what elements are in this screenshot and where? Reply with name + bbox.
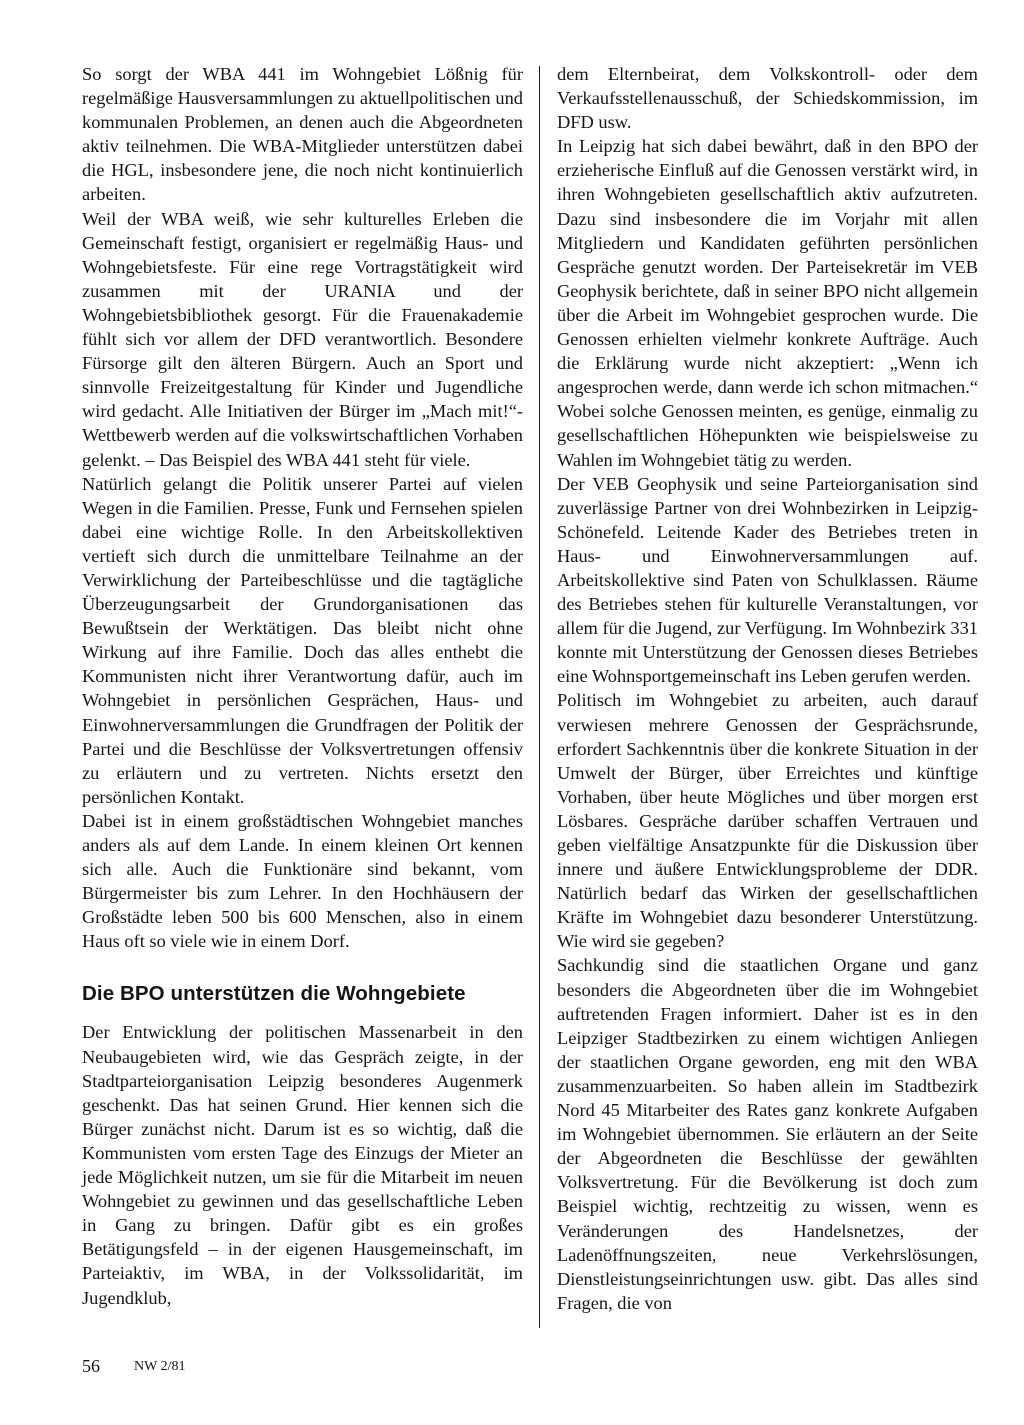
page-footer: [82, 1356, 185, 1377]
column-divider: [539, 66, 540, 1328]
section-heading: Die BPO unterstützen die Wohngebiete: [82, 982, 466, 1006]
page-number: 56: [82, 1356, 100, 1376]
paragraph: Natürlich gelangt die Politik unserer Partei auf vielen Wegen in die Familien. Presse, Funk und Fernsehen spielen dabei eine wichtige Rolle. In den Arbeitskollektiven vertieft sich durch die unmittelbare Teilnahme an der Verwirklichung der Parteibeschlüsse und die tagtägliche Überzeugungsarbeit der Grundorganisationen das Bewußtsein der Werktätigen. Das bleibt nicht ohne Wirkung auf ihre Familie. Doch das alles enthebt die Kommunisten nicht ihrer Verantwortung dafür, auch im Wohngebiet in persönlichen Gesprächen, Haus- und Einwohnerversammlungen die Grundfragen der Politik der Partei und die Beschlüsse der Volksvertretungen offensiv zu erläutern und zu vertreten. Nichts ersetzt den persönlichen Kontakt.: [82, 473, 523, 807]
paragraph: Dabei ist in einem großstädtischen Wohngebiet manches anders als auf dem Lande. In einem kleinen Ort kennen sich alle. Auch die Funktionäre sind bekannt, vom Bürgermeister bis zum Lehrer. In den Hochhäusern der Großstädte leben 500 bis 600 Menschen, also in einem Haus oft so viele wie in einem Dorf.: [82, 810, 523, 952]
paragraph: In Leipzig hat sich dabei bewährt, daß in den BPO der erzieherische Einfluß auf die Genossen verstärkt wird, in ihren Wohngebieten gesellschaftlich aktiv aufzutreten. Dazu sind insbesondere die im Vorjahr mit allen Mitgliedern und Kandidaten geführten persönlichen Gespräche genutzt worden. Der Parteisekretär im VEB Geophysik berichtete, daß in seiner BPO nicht allgemein über die Arbeit im Wohngebiet gesprochen wurde. Die Genossen erhielten vielmehr konkrete Aufträge. Auch die Erklärung wurde nicht akzeptiert: „Wenn ich angesprochen werde, dann werde ich schon mitmachen.“ Wobei solche Genossen meinten, es genüge, einmalig zu gesellschaftlichen Höhepunkten wie beispielsweise zu Wahlen im Wohngebiet tätig zu werden.: [557, 136, 978, 470]
paragraph: dem Elternbeirat, dem Volkskontroll- oder dem Verkaufsstellenausschuß, der Schiedskommission, im DFD usw.: [557, 64, 978, 133]
left-column: [82, 62, 523, 1310]
paragraph: Der Entwicklung der politischen Massenarbeit in den Neubaugebieten wird, wie das Gespräch zeigte, in der Stadtparteiorganisation Leipzig besonderes Augenmerk geschenkt. Das hat seinen Grund. Hier kennen sich die Bürger zunächst nicht. Darum ist es so wichtig, daß die Kommunisten vom ersten Tage des Einzugs der Mieter an jede Möglichkeit nutzen, um sie für die Mitarbeit im neuen Wohngebiet zu gewinnen und das gesellschaftliche Leben in Gang zu bringen. Dafür gibt es ein großes Betätigungsfeld – in der eigenen Hausgemeinschaft, im Parteiaktiv, im WBA, in der Volkssolidarität, im Jugendklub,: [82, 1022, 523, 1308]
right-column: [557, 62, 978, 1315]
paragraph: So sorgt der WBA 441 im Wohngebiet Lößnig für regelmäßige Hausversammlungen zu aktuellpolitischen und kommunalen Problemen, an denen auch die Abgeordneten aktiv teilnehmen. Die WBA-Mitglieder unterstützen dabei die HGL, insbesondere jene, die noch nicht kontinuierlich arbeiten.: [82, 64, 523, 205]
issue-label: NW 2/81: [134, 1359, 186, 1374]
paragraph: Politisch im Wohngebiet zu arbeiten, auch darauf verwiesen mehrere Genossen der Gesprächsrunde, erfordert Sachkenntnis über die konkrete Situation in der Umwelt der Bürger, über Erreichtes und künftige Vorhaben, über heute Mögliches und über morgen erst Lösbares. Gespräche darüber schaffen Vertrauen und geben vielfältige Ansatzpunkte für die Diskussion über innere und äußere Entwicklungsprobleme der DDR. Natürlich bedarf das Wirken der gesellschaftlichen Kräfte im Wohngebiet dazu besonderer Unterstützung. Wie wird sie gegeben?: [557, 690, 978, 952]
paragraph: Der VEB Geophysik und seine Parteiorganisation sind zuverlässige Partner von drei Wohnbezirken in Leipzig-Schönefeld. Leitende Kader des Betriebes treten in Haus- und Einwohnerversammlungen auf. Arbeitskollektive sind Paten von Schulklassen. Räume des Betriebes stehen für kulturelle Veranstaltungen, vor allem für die Jugend, zur Verfügung. Im Wohnbezirk 331 konnte mit Unterstützung der Genossen dieses Betriebes eine Wohnsportgemeinschaft ins Leben gerufen werden.: [557, 473, 978, 687]
paragraph: Weil der WBA weiß, wie sehr kulturelles Erleben die Gemeinschaft festigt, organisiert er regelmäßig Haus- und Wohngebietsfeste. Für eine rege Vortragstätigkeit wird zusammen mit der URANIA und der Wohngebietsbibliothek gesorgt. Für die Frauenakademie fühlt sich vor allem der DFD verantwortlich. Besondere Fürsorge gilt den älteren Bürgern. Auch an Sport und sinnvolle Freizeitgestaltung für Kinder und Jugendliche wird gedacht. Alle Initiativen der Bürger im „Mach mit!“-Wettbewerb werden auf die volkswirtschaftlichen Vorhaben gelenkt. – Das Beispiel des WBA 441 steht für viele.: [82, 208, 523, 470]
paragraph: Sachkundig sind die staatlichen Organe und ganz besonders die Abgeordneten über die im Wohngebiet auftretenden Fragen informiert. Daher ist es in den Leipziger Stadtbezirken zu einem wichtigen Anliegen der staatlichen Organe geworden, eng mit den WBA zusammenzuarbeiten. So haben allein im Stadtbezirk Nord 45 Mitarbeiter des Rates ganz konkrete Aufgaben im Wohngebiet übernommen. Sie erläutern an der Seite der Abgeordneten die Beschlüsse der gewählten Volksvertretung. Für die Bevölkerung ist doch zum Beispiel wichtig, rechtzeitig zu wissen, wenn es Veränderungen des Handelsnetzes, der Ladenöffnungszeiten, neue Verkehrslösungen, Dienstleistungseinrichtungen usw. gibt. Das alles sind Fragen, die von: [557, 955, 978, 1313]
